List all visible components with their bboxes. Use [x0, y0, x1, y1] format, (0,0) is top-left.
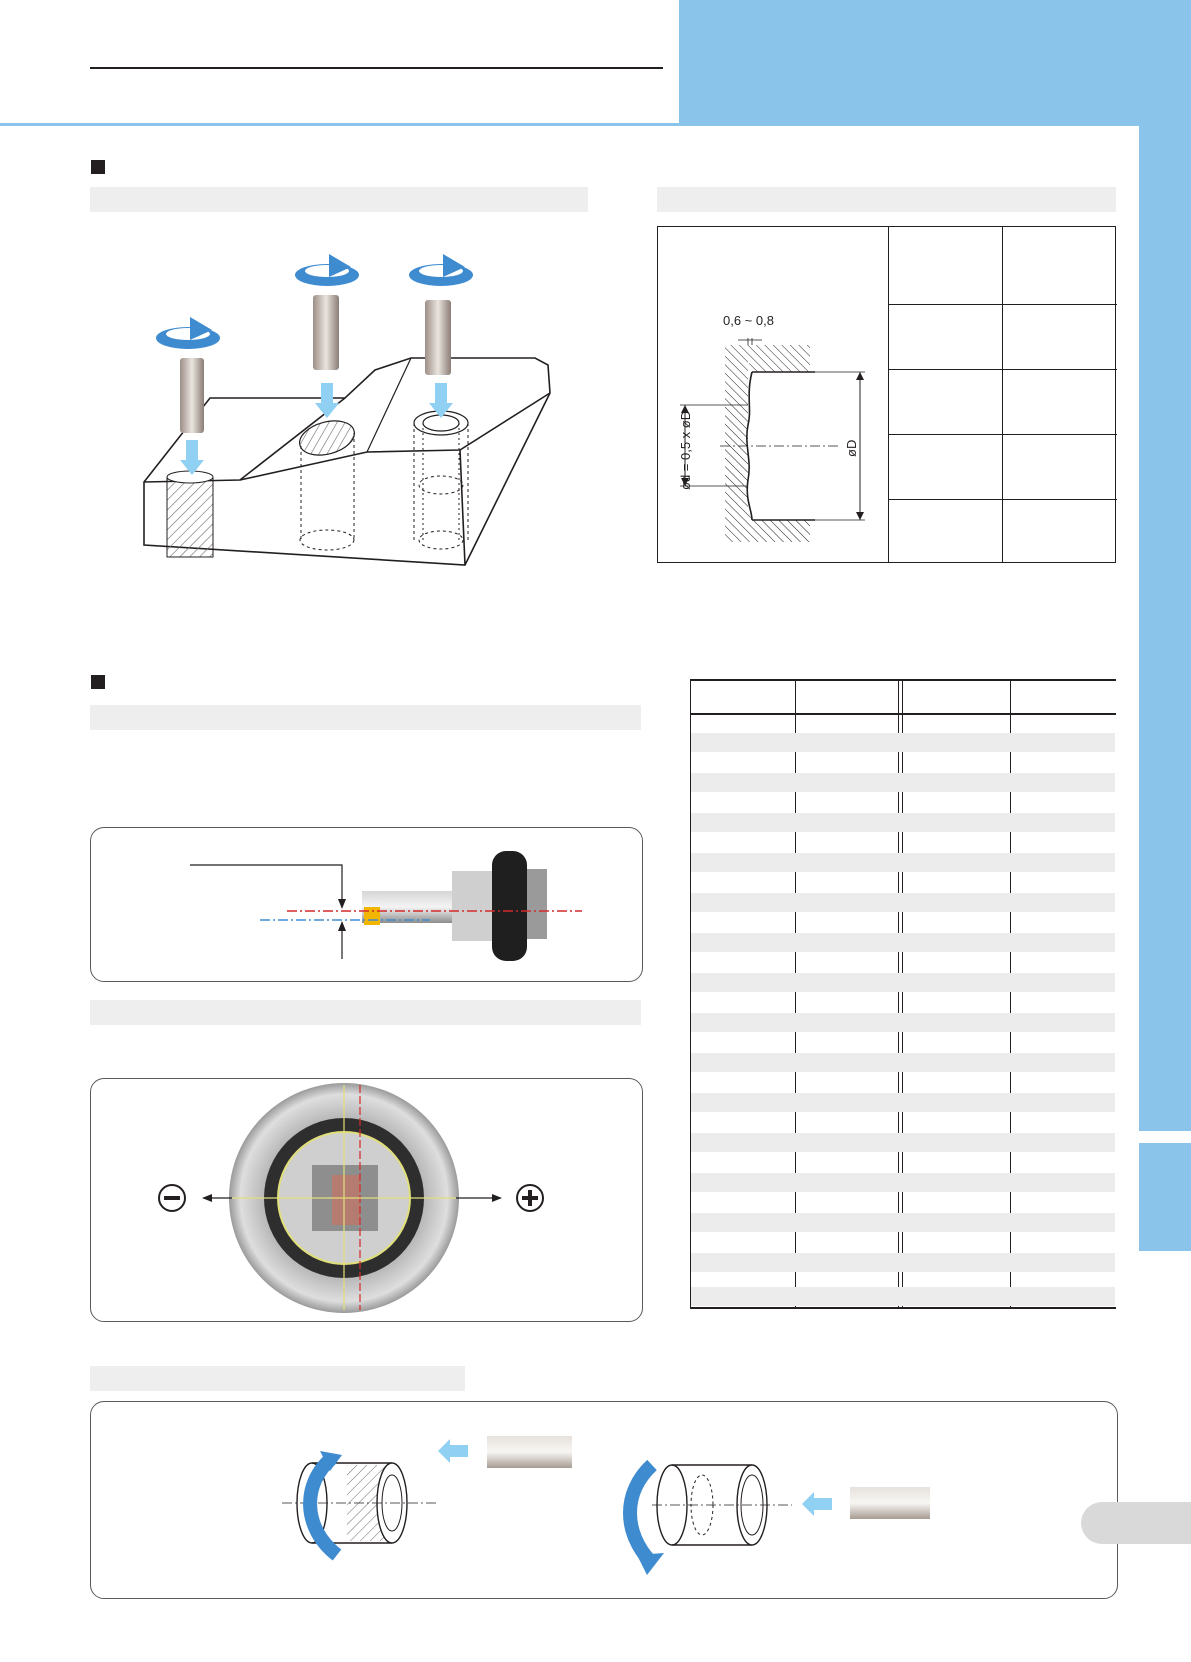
header-rule	[90, 67, 663, 69]
section-marker-2	[91, 675, 105, 689]
drilling-block-illustration	[120, 240, 600, 580]
minus-icon	[159, 1185, 185, 1211]
section-bar-3	[90, 1000, 641, 1025]
drill-direction-illustration	[92, 1403, 1114, 1595]
page-number-tab	[1081, 1502, 1191, 1544]
header-bottom-rule	[0, 123, 1191, 126]
section-marker-1	[91, 160, 105, 174]
gap-label: 0,6 ~ 0,8	[723, 313, 774, 328]
section-bar-4	[90, 1366, 465, 1391]
spec-table	[690, 679, 1116, 1309]
hole-profile-diagram	[660, 300, 886, 560]
center-height-illustration	[92, 829, 640, 979]
section-bar-left-1	[90, 187, 588, 212]
plus-icon	[517, 1185, 543, 1211]
section-bar-right-1	[657, 187, 1116, 212]
adjustment-illustration	[92, 1080, 640, 1318]
side-tab-secondary	[1139, 1143, 1191, 1251]
header-accent-block	[679, 0, 1191, 124]
section-bar-2	[90, 705, 641, 730]
outer-diameter-label: øD	[844, 439, 859, 457]
side-tab-main	[1139, 124, 1191, 1131]
inner-diameter-label: ød = 0,5 x øD	[678, 410, 693, 490]
